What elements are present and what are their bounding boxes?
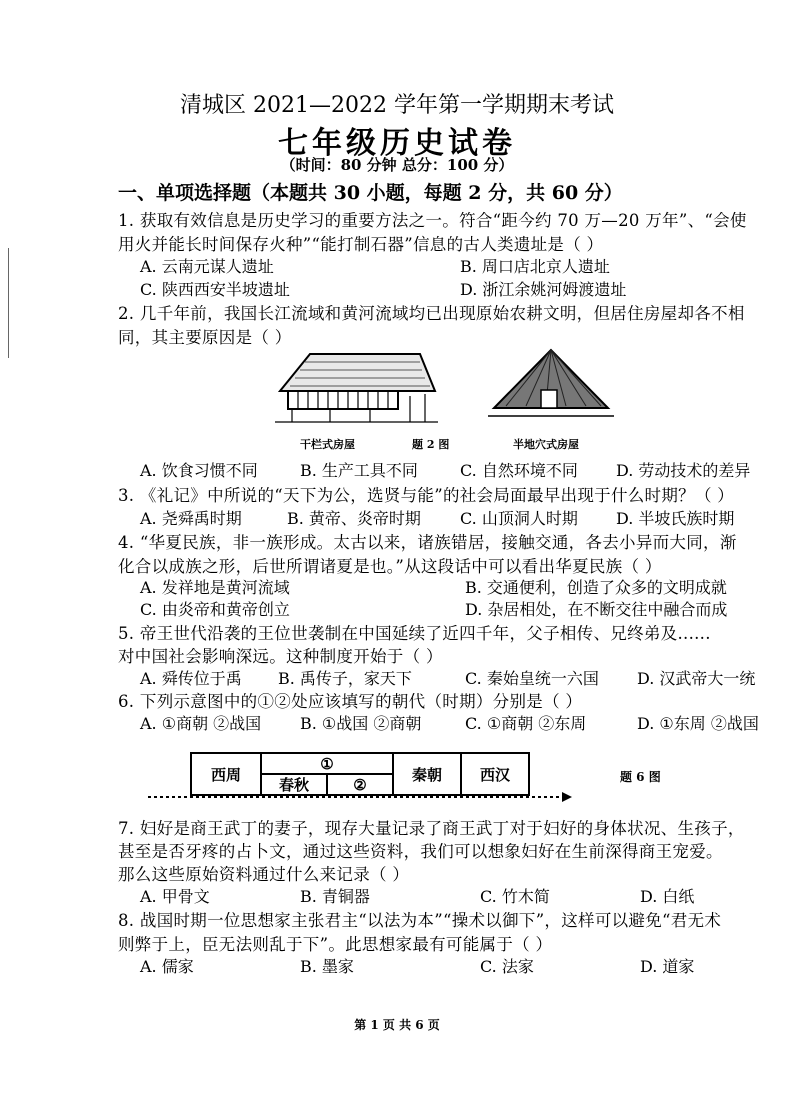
timeline-slot-2: ② [326,773,394,796]
q1-option-b: B. 周口店北京人遗址 [460,257,610,276]
timeline-arrow [148,790,572,804]
q1-option-d: D. 浙江余姚河姆渡遗址 [460,280,627,299]
question-8-line-2: 则弊于上，臣无法则乱于下”。此思想家最有可能属于（ ） [118,935,553,954]
q7-option-a: A. 甲骨文 [140,887,210,906]
q8-option-b: B. 墨家 [300,957,354,976]
timeline-western-han: 西汉 [460,752,530,796]
question-7-line-1: 7. 妇好是商王武丁的妻子，现存大量记录了商王武丁对于妇好的身体状况、生孩子， [118,819,745,838]
exam-info: （时间：80 分钟 总分：100 分） [280,156,514,174]
q8-option-d: D. 道家 [640,957,695,976]
timeline-slot-1: ① [260,752,394,775]
q5-option-b: B. 禹传子，家天下 [278,669,412,688]
q1-option-a: A. 云南元谋人遗址 [140,257,274,276]
q8-option-c: C. 法家 [480,957,534,976]
page-footer: 第 1 页 共 6 页 [354,1018,440,1032]
q6-option-b: B. ①战国 ②商朝 [300,714,422,733]
q2-option-b: B. 生产工具不同 [300,461,418,480]
q2-option-c: C. 自然环境不同 [460,461,578,480]
q4-option-c: C. 由炎帝和黄帝创立 [140,600,290,619]
section-heading: 一、单项选择题（本题共 30 小题，每题 2 分，共 60 分） [118,182,623,204]
q4-option-b: B. 交通便利，创造了众多的文明成就 [465,578,727,597]
question-6-line-1: 6. 下列示意图中的①②处应该填写的朝代（时期）分别是（ ） [118,692,583,711]
timeline-spring-autumn: 春秋 [260,773,328,796]
q7-option-b: B. 青铜器 [300,887,370,906]
q6-option-a: A. ①商朝 ②战国 [140,714,262,733]
q7-option-c: C. 竹木简 [480,887,550,906]
question-7-line-3: 那么这些原始资料通过什么来记录（ ） [118,865,410,884]
q3-option-b: B. 黄帝、炎帝时期 [287,509,421,528]
question-4-line-2: 化合以成族之形，后世所谓诸夏是也。”从这段话中可以看出华夏民族（ ） [118,557,662,576]
timeline-western-zhou: 西周 [190,752,262,796]
question-5-line-2: 对中国社会影响深远。这种制度开始于（ ） [118,647,443,666]
question-2-line-2: 同，其主要原因是（ ） [118,328,292,347]
question-1-line-2: 用火并能长时间保存火种”“能打制石器”信息的古人类遗址是（ ） [118,235,604,254]
figure-6-caption: 题 6 图 [620,770,661,784]
q6-option-d: D. ①东周 ②战国 [637,714,759,733]
question-2-line-1: 2. 几千年前，我国长江流域和黄河流域均已出现原始农耕文明，但居住房屋却各不相 [118,304,745,323]
semi-subterranean-house-caption: 半地穴式房屋 [513,438,579,451]
q7-option-d: D. 白纸 [640,887,695,906]
semi-subterranean-house-illustration [486,346,616,426]
paper-title: 七年级历史试卷 [278,126,516,161]
q4-option-a: A. 发祥地是黄河流域 [140,578,290,597]
q3-option-d: D. 半坡氏族时期 [616,509,735,528]
question-5-line-1: 5. 帝王世代沿袭的王位世袭制在中国延续了近四千年，父子相传、兄终弟及...... [118,624,711,643]
figure-2-caption: 题 2 图 [412,438,450,451]
q5-option-a: A. 舜传位于禹 [140,669,242,688]
stilt-house-illustration [270,346,440,426]
timeline-qin: 秦朝 [392,752,462,796]
question-3-line-1: 3. 《礼记》中所说的“天下为公，选贤与能”的社会局面最早出现于什么时期？（ ） [118,486,735,505]
q5-option-c: C. 秦始皇统一六国 [465,669,599,688]
q4-option-d: D. 杂居相处，在不断交往中融合而成 [465,600,728,619]
q1-option-c: C. 陕西西安半坡遗址 [140,280,290,299]
question-1-line-1: 1. 获取有效信息是历史学习的重要方法之一。符合“距今约 70 万—20 万年”、“会使 [118,211,747,230]
question-8-line-1: 8. 战国时期一位思想家主张君主“以法为本”“操术以御下”，这样可以避免“君无术 [118,911,722,930]
q3-option-a: A. 尧舜禹时期 [140,509,242,528]
stilt-house-caption: 干栏式房屋 [300,438,355,451]
q3-option-c: C. 山顶洞人时期 [460,509,578,528]
exam-title: 清城区 2021—2022 学年第一学期期末考试 [180,93,614,118]
question-7-line-2: 甚至是否牙疼的占卜文，通过这些资料，我们可以想象妇好在生前深得商王宠爱。 [118,842,723,861]
q2-option-d: D. 劳动技术的差异 [616,461,751,480]
q2-option-a: A. 饮食习惯不同 [140,461,258,480]
question-4-line-1: 4. “华夏民族，非一族形成。太古以来，诸族错居，接触交通，各去小异而大同，渐 [118,533,737,552]
scan-margin-line [8,248,9,358]
q6-option-c: C. ①商朝 ②东周 [465,714,587,733]
q5-option-d: D. 汉武帝大一统 [637,669,756,688]
q8-option-a: A. 儒家 [140,957,194,976]
